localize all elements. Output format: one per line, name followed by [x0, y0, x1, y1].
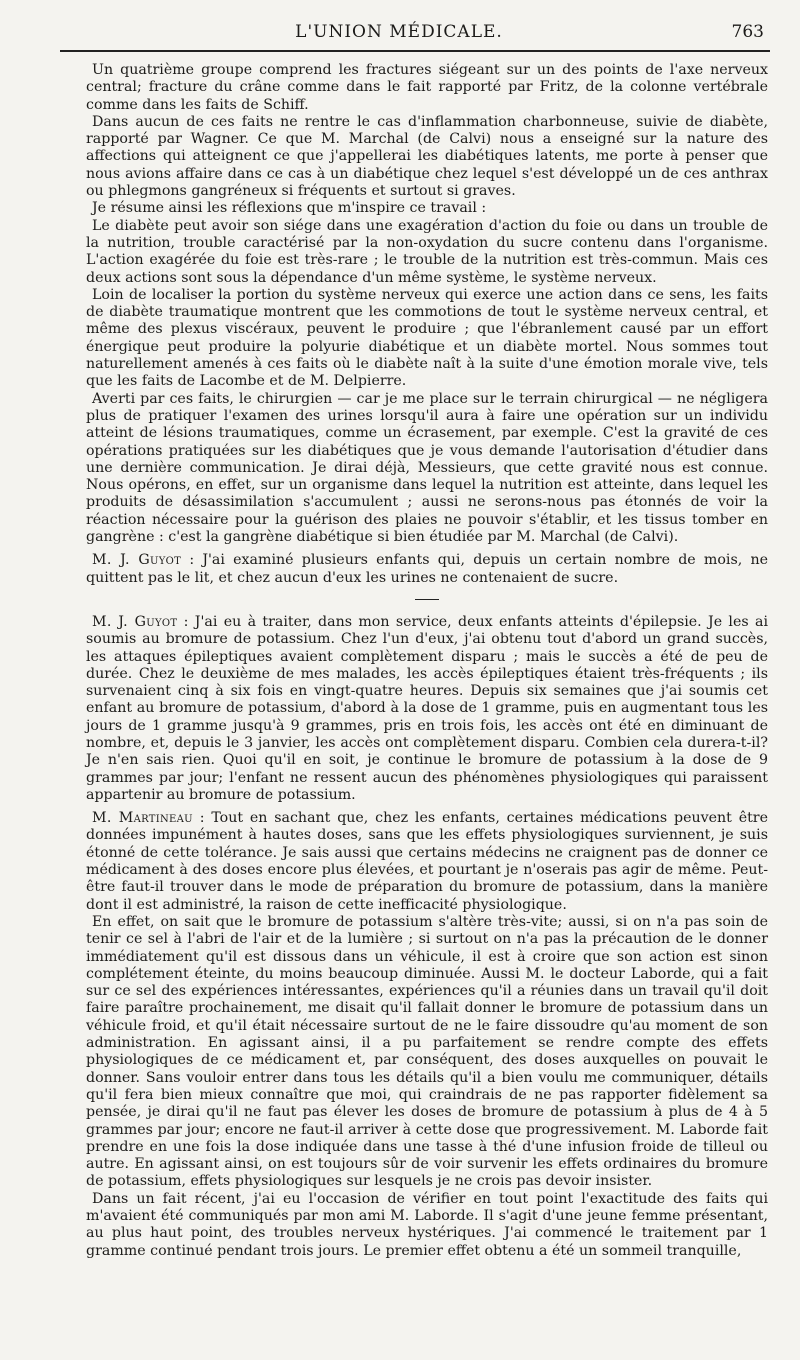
paragraph: Dans un fait récent, j'ai eu l'occasion de vérifier en tout point l'exactitude des faits qui m'avaient été communiqués par mon ami M. Laborde. Il s'agit d'une jeune femme présentant, au plus haut point, des troubles nerveux hystériques. J'ai commencé le traitement par 1 gramme continué pendant trois jours. Le premier effet obtenu a été un sommeil tranquille, — [86, 1190, 768, 1259]
paragraph: Loin de localiser la portion du système nerveux qui exerce une action dans ce sens, les faits de diabète traumatique montrent que les commotions de tout le système nerveux central, et même des plexus viscéraux, peuvent le produire ; que l'ébranlement causé par un effort énergique peut produire la polyurie diabétique et un diabète mortel. Nous sommes tout naturellement amenés à ces faits où le diabète naît à la suite d'une émotion morale vive, tels que les faits de Lacombe et de M. Delpierre. — [86, 286, 768, 390]
paragraph: Averti par ces faits, le chirurgien — car je me place sur le terrain chirurgical — ne négligera plus de pratiquer l'examen des urines lorsqu'il aura à faire une opération sur un individu atteint de lésions traumatiques, comme un écrasement, par exemple. C'est la gravité de ces opérations pratiquées sur les diabétiques que je vous demande l'autorisation d'étudier dans une dernière communication. Je dirai déjà, Messieurs, que cette gravité nous est connue. Nous opérons, en effet, sur un organisme dans lequel la nutrition est atteinte, dans lequel les produits de désassimilation s'accumulent ; aussi ne serons-nous pas étonnés de voir la réaction nécessaire pour la guérison des plaies ne pouvoir s'établir, et les tissus tomber en gangrène : c'est la gangrène diabétique si bien étudiée par M. Marchal (de Calvi). — [86, 390, 768, 546]
paragraph: Dans aucun de ces faits ne rentre le cas d'inflammation charbonneuse, suivie de diabète, rapporté par Wagner. Ce que M. Marchal (de Calvi) nous a enseigné sur la nature des affections qui atteignent ce que j'appellerai les diabétiques latents, me porte à penser que nous avions affaire dans ce cas à un diabétique chez lequel s'est développé un de ces anthrax ou phlegmons gangréneux si fréquents et surtout si graves. — [86, 113, 768, 200]
speech-guyot-1 — [86, 552, 768, 587]
article-body — [86, 62, 768, 1260]
speech-martineau — [86, 810, 768, 914]
speaker-name: M. J. Guyot — [92, 613, 178, 630]
speaker-name: M. J. Guyot — [92, 552, 182, 569]
speech-text: : Tout en sachant que, chez les enfants, certaines médications peuvent être données impunément à hautes doses, sans que les effets physiologiques surviennent, je suis étonné de cette tolérance. Je sais aussi que certains médecins ne craignent pas de donner ce médicament à des doses encore plus élevées, et pourtant je n'oserais pas agir de même. Peut-être faut-il trouver dans le mode de préparation du bromure de potassium, dans la manière dont il est administré, la raison de cette inefficacité physiologique. — [86, 810, 768, 913]
paragraph: En effet, on sait que le bromure de potassium s'altère très-vite; aussi, si on n'a pas soin de tenir ce sel à l'abri de l'air et de la lumière ; si surtout on n'a pas la précaution de le donner immédiatement qu'il est dissous dans un véhicule, il est à croire que son action est sinon complétement éteinte, du moins beaucoup diminuée. Aussi M. le docteur Laborde, qui a fait sur ce sel des expériences intéressantes, expériences qu'il a réunies dans un travail qu'il doit faire paraître prochainement, me disait qu'il fallait donner le bromure de potassium dans un véhicule froid, et qu'il était nécessaire surtout de ne le faire dissoudre qu'au moment de son administration. En agissant ainsi, il a pu parfaitement se rendre compte des effets physiologiques de ce médicament et, par conséquent, des doses auxquelles on pouvait le donner. Sans vouloir entrer dans tous les détails qu'il a bien voulu me communiquer, détails qu'il fera bien mieux connaître que moi, qui craindrais de ne pas rapporter fidèlement sa pensée, je dirai qu'il ne faut pas élever les doses de bromure de potassium à plus de 4 à 5 grammes par jour; encore ne faut-il arriver à cette dose que progressivement. M. Laborde fait prendre en une fois la dose indiquée dans une tasse à thé d'une infusion froide de tilleul ou autre. En agissant ainsi, on est toujours sûr de voir survenir les effets ordinaires du bromure de potassium, effets physiologiques sur lesquels je ne crois pas devoir insister. — [86, 913, 768, 1190]
header-rule — [60, 50, 770, 52]
page-number: 763 — [731, 22, 764, 42]
speaker-name: M. Martineau — [92, 810, 193, 827]
section-separator — [415, 599, 439, 600]
paragraph: Le diabète peut avoir son siége dans une exagération d'action du foie ou dans un trouble de la nutrition, trouble caractérisé par la non-oxydation du sucre contenu dans l'organisme. L'action exagérée du foie est très-rare ; le trouble de la nutrition est très-commun. Mais ces deux actions sont sous la dépendance d'un même système, le système nerveux. — [86, 217, 768, 286]
speech-text: : J'ai examiné plusieurs enfants qui, depuis un certain nombre de mois, ne quittent pas le lit, et chez aucun d'eux les urines ne contenaient de sucre. — [86, 552, 768, 586]
page-header — [28, 18, 770, 48]
journal-title: L'UNION MÉDICALE. — [295, 22, 503, 42]
paragraph: Je résume ainsi les réflexions que m'inspire ce travail : — [92, 200, 487, 217]
speech-text: : J'ai eu à traiter, dans mon service, deux enfants atteints d'épilepsie. Je les ai soumis au bromure de potassium. Chez l'un d'eux, j'ai obtenu tout d'abord un grand succès, les attaques épileptiques avaient complètement disparu ; mais le succès a été de peu de durée. Chez le deuxième de mes malades, les accès épileptiques étaient très-fréquents ; ils survenaient cinq à six fois en vingt-quatre heures. Depuis six semaines que j'ai soumis cet enfant au bromure de potassium, d'abord à la dose de 1 gramme, puis en augmentant tous les jours de 1 gramme jusqu'à 9 grammes, pris en trois fois, les accès ont été en diminuant de nombre, et, depuis le 3 janvier, les accès ont complètement disparu. Combien cela durera-t-il? Je n'en sais rien. Quoi qu'il en soit, je continue le bromure de potassium à la dose de 9 grammes par jour; l'enfant ne ressent aucun des phénomènes physiologiques qui paraissent appartenir au bromure de potassium. — [86, 613, 768, 803]
paragraph: Un quatrième groupe comprend les fractures siégeant sur un des points de l'axe nerveux central; fracture du crâne comme dans le fait rapporté par Fritz, de la colonne vertébrale comme dans les faits de Schiff. — [86, 62, 768, 113]
speech-guyot-2 — [86, 614, 768, 804]
